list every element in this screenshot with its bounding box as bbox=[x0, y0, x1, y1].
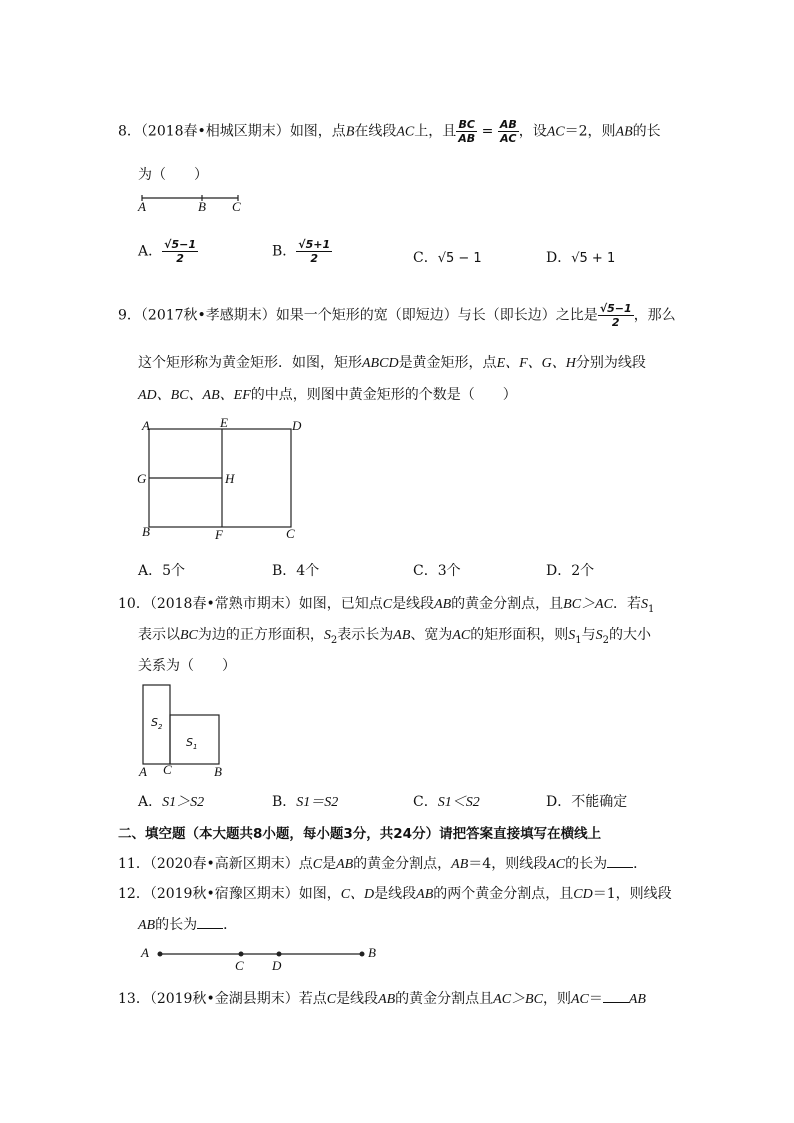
q13-line1: 13．（2019秋•金湖县期末）若点C是线段AB的黄金分割点且AC＞BC，则AC＝ AB bbox=[118, 991, 646, 1007]
q8-label-a: A bbox=[138, 199, 146, 214]
q10-option-b[interactable]: B．S1＝S2 bbox=[272, 794, 339, 810]
q9-label-c: C bbox=[286, 526, 295, 541]
q9-label-f: F bbox=[215, 527, 223, 542]
q12-label-b: B bbox=[368, 945, 376, 960]
point-b bbox=[360, 952, 365, 957]
point-d bbox=[277, 952, 282, 957]
section-fill-in-heading: 二、填空题（本大题共8小题，每小题3分，共24分）请把答案直接填写在横线上 bbox=[118, 826, 602, 842]
q8-option-b[interactable]: B． $\frac{√5+1}{2}$ bbox=[272, 238, 331, 265]
q13-answer-blank[interactable] bbox=[603, 990, 629, 1003]
q8-label-b: B bbox=[198, 199, 206, 214]
q12-line2: AB的长为 ． bbox=[138, 917, 238, 933]
q10-line1: 10．（2018春•常熟市期末）如图，已知点C是线段AB的黄金分割点，且BC＞AC．若$S_1$ bbox=[118, 596, 655, 615]
point-c bbox=[239, 952, 244, 957]
q9-option-a[interactable]: A．5个 bbox=[138, 563, 186, 579]
q10-label-a: A bbox=[139, 764, 147, 779]
q9-label-h: H bbox=[225, 471, 235, 486]
q12-label-c: C bbox=[235, 958, 244, 973]
q12-segment-figure bbox=[150, 946, 372, 962]
q10-line2: 表示以BC为边的正方形面积，$S_2$表示长为AB、宽为AC的矩形面积，则$S_1$与$S_2$的大小 bbox=[138, 627, 652, 646]
q12-label-a: A bbox=[141, 945, 149, 960]
q11-answer-blank[interactable] bbox=[607, 855, 633, 868]
q9-option-b[interactable]: B．4个 bbox=[272, 563, 320, 579]
q10-option-a[interactable]: A．S1＞S2 bbox=[138, 794, 205, 810]
q8-fraction-ab-ac: $\frac{AB}{AC}$ bbox=[499, 118, 517, 145]
q10-option-c[interactable]: C．S1＜S2 bbox=[413, 794, 480, 810]
q12-label-d: D bbox=[272, 958, 282, 973]
q8-line2: 为（ ） bbox=[138, 167, 208, 183]
q9-rectangle-figure bbox=[140, 420, 300, 536]
q9-fraction: $\frac{√5-1}{2}$ bbox=[599, 302, 632, 329]
q9-label-e: E bbox=[220, 415, 228, 430]
q10-label-b: B bbox=[214, 764, 222, 779]
q8-option-c[interactable]: C．√5 − 1 bbox=[413, 250, 482, 266]
q9-line3: AD、BC、AB、EF的中点，则图中黄金矩形的个数是（ ） bbox=[138, 387, 517, 403]
q12-line1: 12．（2019秋•宿豫区期末）如图，C、D是线段AB的两个黄金分割点，且CD＝1，则线段 bbox=[118, 886, 672, 902]
q9-line2: 这个矩形称为黄金矩形．如图，矩形ABCD是黄金矩形，点E、F、G、H分别为线段 bbox=[138, 355, 646, 371]
q11-line1: 11．（2020春•高新区期末）点C是AB的黄金分割点，AB＝4，则线段AC的长为 ． bbox=[118, 856, 648, 872]
q10-option-d[interactable]: D．不能确定 bbox=[546, 794, 628, 810]
q10-label-s2: $S_2$ bbox=[151, 716, 163, 732]
point-a bbox=[158, 952, 163, 957]
q8-fraction-bc-ab: $\frac{BC}{AB}$ bbox=[458, 118, 476, 145]
q8-line1: 8．（2018春•相城区期末）如图，点B在线段AC上，且 $\frac{BC}{AB}$ = $\frac{AB}{AC}$ ，设AC＝2，则AB的长 bbox=[118, 118, 661, 145]
q8-option-a[interactable]: A． $\frac{√5-1}{2}$ bbox=[138, 238, 196, 265]
q9-label-b: B bbox=[142, 524, 150, 539]
q9-label-g: G bbox=[137, 471, 147, 486]
q9-label-a: A bbox=[142, 418, 150, 433]
q10-label-s1: $S_1$ bbox=[186, 736, 198, 752]
q8-option-d[interactable]: D．√5 + 1 bbox=[546, 250, 616, 266]
q9-option-c[interactable]: C．3个 bbox=[413, 563, 461, 579]
q10-label-c: C bbox=[163, 762, 172, 777]
q9-option-d[interactable]: D．2个 bbox=[546, 563, 595, 579]
q10-line3: 关系为（ ） bbox=[138, 658, 236, 674]
q9-label-d: D bbox=[292, 418, 302, 433]
q8-label-c: C bbox=[232, 199, 241, 214]
q9-line1: 9．（2017秋•孝感期末）如果一个矩形的宽（即短边）与长（即长边）之比是 $\frac{√5-1}{2}$ ，那么 bbox=[118, 302, 676, 329]
q12-answer-blank[interactable] bbox=[197, 916, 223, 929]
